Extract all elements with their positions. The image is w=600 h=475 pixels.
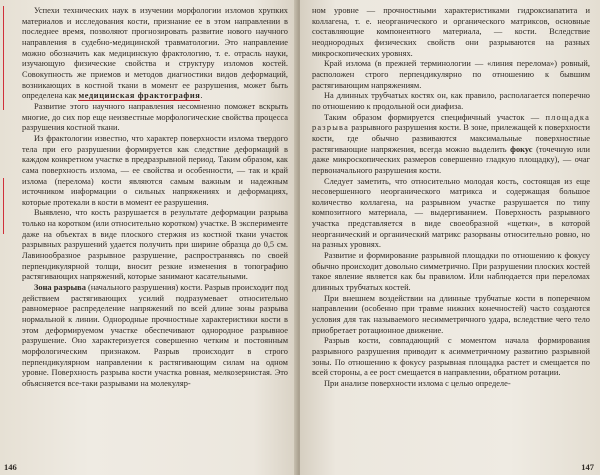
paragraph: Край излома (в прежней терминологии — «линия перелома») ровный, расположен строго перпендикулярно по отношению к бывшим растягивающим напряжениям. — [312, 59, 590, 90]
paragraph: Зона разрыва (начального разрушения) кости. Разрыв происходит под действием растягивающих усилий подразумевает относительно равномерное распределение напряжений по всей длине зоны разрыва нормальной к линии. Однородные прочностные характеристики кости в этом деформируемом участке обеспечивают однородное разрывное разрушение. Оно характеризуется совершенно четким и постоянным морфологическим признаком. Разрыв происходит в строго перпендикулярном направлении к растягивающим силам на одном уровне. Поверхность разрыва кости участка ровная, мелкозернистая. Это объясняется всe-таки разрывами на молекуляр- — [22, 283, 289, 388]
paragraph: Таким образом формируется специфичный участок — площадка разрыва разрывного разрушения кости. В зоне, прилежащей к поверхности кости, где обычно развиваются максимальные поверхностные растягивающие напряжения, всегда можно выделить фокус (точечную или даже микроскопических размеров совершенно гладкую площадку), — очаг первоначального разрушения кости. — [312, 112, 591, 175]
paragraph: Выявлено, что кость разрушается в результате деформации разрыва только на коротком (или относительно коротком) участке. В эксперименте даже на объектах в виде плоского стержня из костной ткани участок разрывных разрушений удается получить при ширине образца до 0,5 см. Лавинообразное разрывное разрушение, распространяясь по своей перпендикулярной толщи, вносит резкие изменения в топографию растягивающих напряжений, которые занимают касательными. — [22, 208, 288, 282]
paragraph: Развитие этого научного направления несомненно поможет вскрыть многие, до сих пор еще неизвестные морфологические свойства процесса разрушения костной ткани. — [22, 101, 288, 133]
section-label: Зона разрыва — [34, 283, 86, 293]
paragraph: Из фрактологии известно, что характер поверхности излома твердого тела при его разрушении формируется как следствие деформаций в каждом конкретном участке в предразрывной период. Таким образом, как сама поверхность излома, — ее свойства и особенности, — так и край излома (перелома) кости являются самым важным и надежным источником информации о сильных напряжениях и деформациях, которые протекали в кости в момент ее разрушения. — [22, 133, 288, 207]
page-number: 147 — [581, 462, 594, 472]
left-page — [0, 0, 298, 475]
paragraph: ном уровне — прочностными характеристиками гидроксиапатита и коллагена, т. е. неорганического и органического матриксов, основные составляющие компонентного материала, — кости. Вследствие неоднородных физических свойств они разрываются на разных микроскопических уровнях. — [312, 6, 590, 58]
paragraph: При внешнем воздействии на длинные трубчатые кости в поперечном направлении (особенно при травме нижних конечностей) часто создаются условия для так называемого несимметричного удара, вследствие чего тело приобретает ротационное движение. — [312, 293, 590, 335]
margin-marker — [3, 178, 4, 234]
margin-marker — [3, 6, 4, 110]
paragraph: Успехи технических наук в изучении морфологии изломов хрупких материалов и исследования кости, признание ее в этом направлении в последнее время, позволяют прогнозировать развитие нового научного направления в судебно-медицинской травматологии. Это направление можно обозначить как медицинскую фрактологию, т. е. отрасль науки, изучающую физические свойства и структуру изломов костей. Совокупность же приемов и методов диагностики видов деформаций, возникающих в костной ткани в момент ее разрушения, может быть определена как медицинская фрактография. — [22, 6, 288, 101]
left-page-text — [22, 6, 288, 390]
paragraph: При анализе поверхности излома с целью определе- — [324, 378, 511, 388]
page-number: 146 — [4, 462, 17, 472]
right-page — [300, 0, 600, 475]
paragraph: Развитие и формирование разрывной площадки по отношению к фокусу обычно происходит довольно симметрично. При разрушении плоских костей такое явление является как бы правилом. Или наблюдается при переломах длинных трубчатых костей. — [312, 251, 590, 293]
bold-term: фокус — [510, 144, 533, 154]
highlighted-term: медицинская фрактография — [78, 91, 201, 101]
spaced-term: площадка разрыва — [312, 112, 590, 133]
paragraph: Следует заметить, что относительно молодая кость, состоящая из еще несовершенного неорганического матрикса и содержащая большое количество коллагена, на разрывном участке разрушается по типу композитного материала, — выдергиванием. Поверхность разрывного участка представляется в виде своеобразной «щетки», в которой неорганический и органический матрикс разорваны относительно ровно, но на разных уровнях. — [312, 176, 590, 250]
right-page-text — [312, 6, 590, 390]
paragraph: Разрыв кости, совпадающий с моментом начала формирования разрывного разрушения приводит к асимметричному развитию разрывной зоны. По отношению к фокусу разрывная площадка растет и смещается по всей стороны, а ее рост смещается в направлении, обратном ротации. — [312, 336, 590, 378]
paragraph: На длинных трубчатых костях он, как правило, располагается поперечно по отношению к продольной оси диафиза. — [312, 91, 590, 111]
